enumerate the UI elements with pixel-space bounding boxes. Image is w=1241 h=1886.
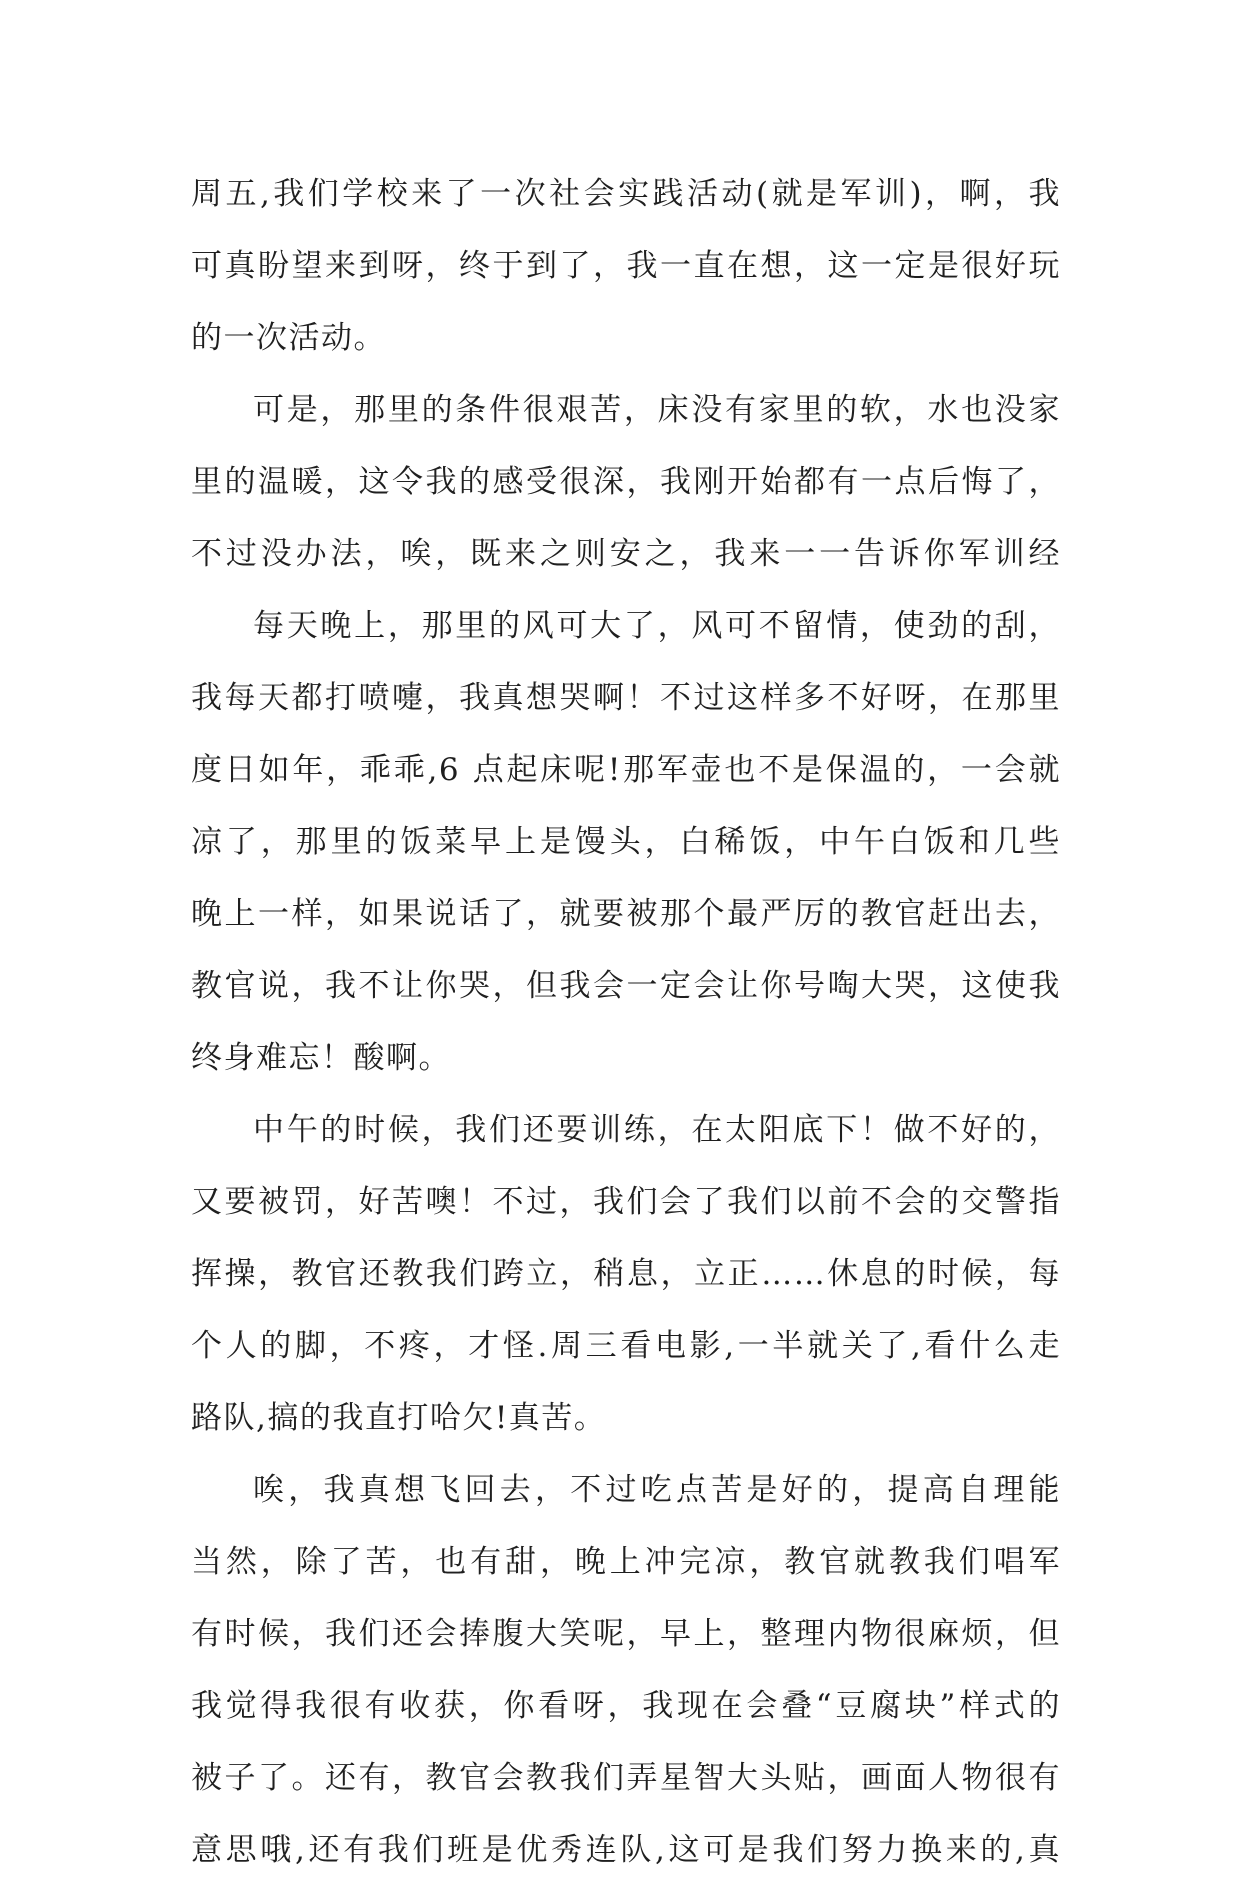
- text-line: 每天晚上，那里的风可大了，风可不留情，使劲的刮，: [253, 608, 1061, 644]
- text-line: 路队,搞的我直打哈欠!真苦。: [191, 1400, 607, 1436]
- text-line: 度日如年，乖乖,6 点起床呢!那军壶也不是保温的，一会就: [191, 752, 1061, 788]
- document-body: [191, 158, 1061, 1886]
- text-line: 挥操，教官还教我们跨立，稍息，立正……休息的时候，每: [191, 1256, 1061, 1292]
- text-line: 可是，那里的条件很艰苦，床没有家里的软，水也没家: [253, 392, 1061, 428]
- text-line: 终身难忘！酸啊。: [191, 1040, 451, 1076]
- text-line: 的一次活动。: [191, 320, 386, 356]
- text-line: 凉了，那里的饭菜早上是馒头，白稀饭，中午白饭和几些: [191, 824, 1061, 860]
- text-line: 有时候，我们还会捧腹大笑呢，早上，整理内物很麻烦，但: [191, 1616, 1061, 1652]
- text-line: 我每天都打喷嚏，我真想哭啊！不过这样多不好呀，在那里: [191, 680, 1061, 716]
- text-line: 我觉得我很有收获，你看呀，我现在会叠“豆腐块”样式的: [191, 1688, 1061, 1724]
- text-line: 教官说，我不让你哭，但我会一定会让你号啕大哭，这使我: [191, 968, 1061, 1004]
- text-line: 个人的脚，不疼，才怪.周三看电影,一半就关了,看什么走: [191, 1328, 1061, 1364]
- text-line: 当然，除了苦，也有甜，晚上冲完凉，教官就教我们唱军: [191, 1544, 1061, 1580]
- text-line: 意思哦,还有我们班是优秀连队,这可是我们努力换来的,真: [191, 1832, 1061, 1868]
- text-line: 又要被罚，好苦噢！不过，我们会了我们以前不会的交警指: [191, 1184, 1061, 1220]
- text-line: 不过没办法，唉，既来之则安之，我来一一告诉你军训经: [191, 536, 1061, 572]
- text-line: 中午的时候，我们还要训练，在太阳底下！做不好的，: [253, 1112, 1061, 1148]
- text-line: 周五,我们学校来了一次社会实践活动(就是军训)，啊，我: [191, 176, 1061, 212]
- text-line: 可真盼望来到呀，终于到了，我一直在想，这一定是很好玩: [191, 248, 1061, 284]
- text-line: 晚上一样，如果说话了，就要被那个最严厉的教官赶出去，: [191, 896, 1061, 932]
- text-line: 里的温暖，这令我的感受很深，我刚开始都有一点后悔了，: [191, 464, 1061, 500]
- text-line: 被子了。还有，教官会教我们弄星智大头贴，画面人物很有: [191, 1760, 1061, 1796]
- text-line: 唉，我真想飞回去，不过吃点苦是好的，提高自理能: [253, 1472, 1061, 1508]
